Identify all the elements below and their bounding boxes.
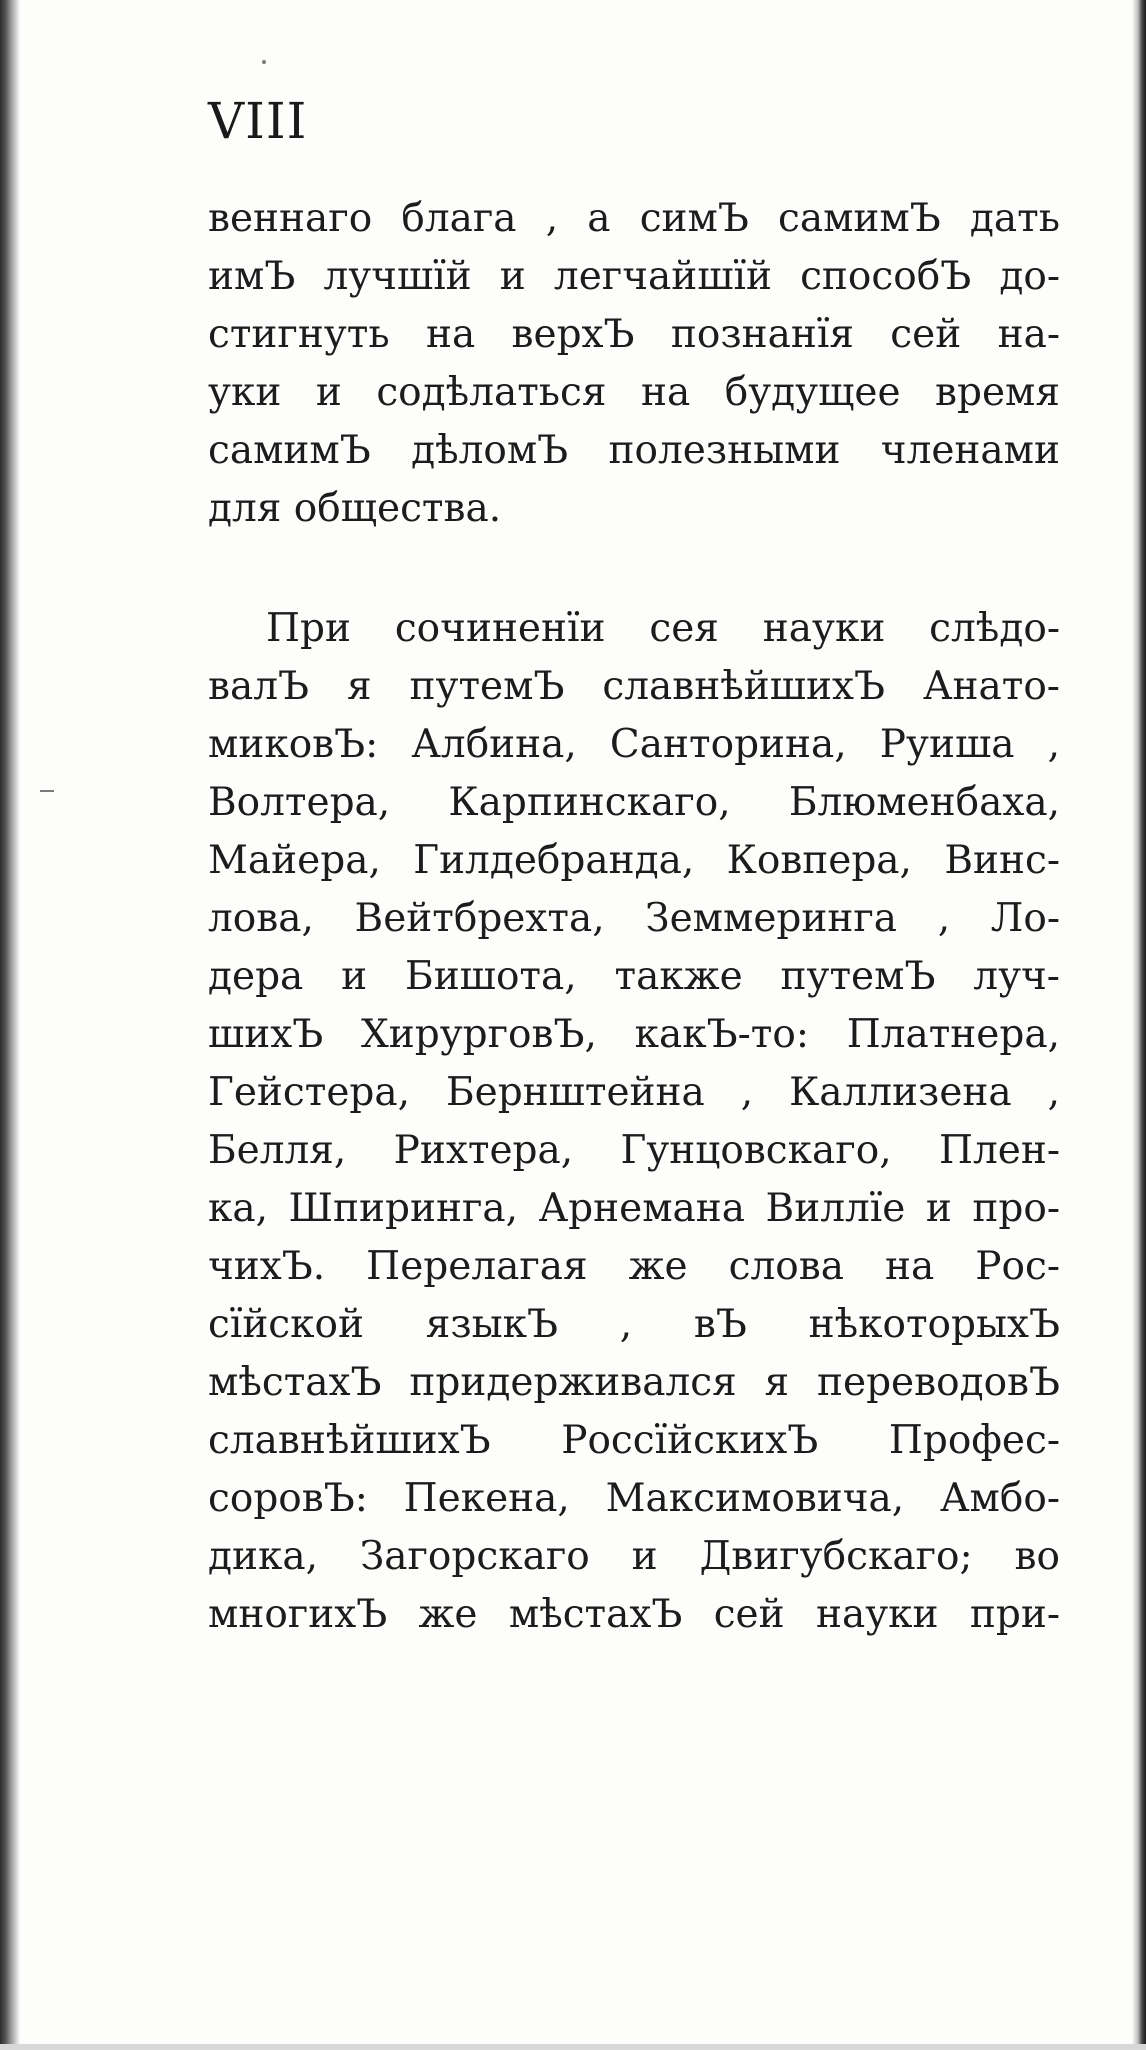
text-line: валЪ я путемЪ славнѣйшихЪ Анато- xyxy=(208,664,1060,709)
paragraph-1 xyxy=(208,190,1060,538)
text-line: имЪ лучшїй и легчайшїй способЪ до- xyxy=(208,254,1060,299)
ink-speck xyxy=(262,60,266,64)
page-gutter-shadow xyxy=(0,0,20,2050)
text-line: Волтера, Карпинскаго, Блюменбаха, xyxy=(208,780,1060,825)
text-line: многихЪ же мѣстахЪ сей науки при- xyxy=(208,1592,1060,1637)
body-text xyxy=(208,190,1060,1644)
text-line: сїйской языкЪ , вЪ нѣкоторыхЪ xyxy=(208,1302,1060,1347)
text-line: ка, Шпиринга, Арнемана Виллїе и про- xyxy=(208,1186,1060,1231)
text-line: для общества. xyxy=(208,486,502,531)
text-line: Майера, Гилдебранда, Ковпера, Винс- xyxy=(208,838,1060,883)
text-line: веннаго блага , а симЪ самимЪ дать xyxy=(208,196,1060,241)
text-line: чихЪ. Перелагая же слова на Рос- xyxy=(208,1244,1060,1289)
ink-mark xyxy=(40,790,54,792)
text-line: соровЪ: Пекена, Максимовича, Амбо- xyxy=(208,1476,1060,1521)
page-number: VIII xyxy=(208,92,308,150)
text-line: шихЪ ХирурговЪ, какЪ-то: Платнера, xyxy=(208,1012,1060,1057)
text-line: мѣстахЪ придерживался я переводовЪ xyxy=(208,1360,1060,1405)
text-line: уки и содѣлаться на будущее время xyxy=(208,370,1060,415)
text-line: лова, Вейтбрехта, Земмеринга , Ло- xyxy=(208,896,1060,941)
paragraph-2 xyxy=(208,600,1060,1644)
text-line: стигнуть на верхЪ познанїя сей на- xyxy=(208,312,1060,357)
page-right-edge xyxy=(1132,0,1146,2050)
text-line: Гейстера, Бернштейна , Каллизена , xyxy=(208,1070,1060,1115)
text-line: При сочиненїи сея науки слѣдо- xyxy=(266,606,1060,651)
text-line: миковЪ: Албина, Санторина, Руиша , xyxy=(208,722,1060,767)
text-line: Белля, Рихтера, Гунцовскаго, Плен- xyxy=(208,1128,1060,1173)
paragraph-gap xyxy=(208,538,1060,600)
text-line: славнѣйшихЪ РоссїйскихЪ Профес- xyxy=(208,1418,1060,1463)
text-line: самимЪ дѣломЪ полезными членами xyxy=(208,428,1060,473)
text-line: дика, Загорскаго и Двигубскаго; во xyxy=(208,1534,1060,1579)
text-line: дера и Бишота, также путемЪ луч- xyxy=(208,954,1060,999)
page-bottom-edge xyxy=(0,2044,1146,2050)
